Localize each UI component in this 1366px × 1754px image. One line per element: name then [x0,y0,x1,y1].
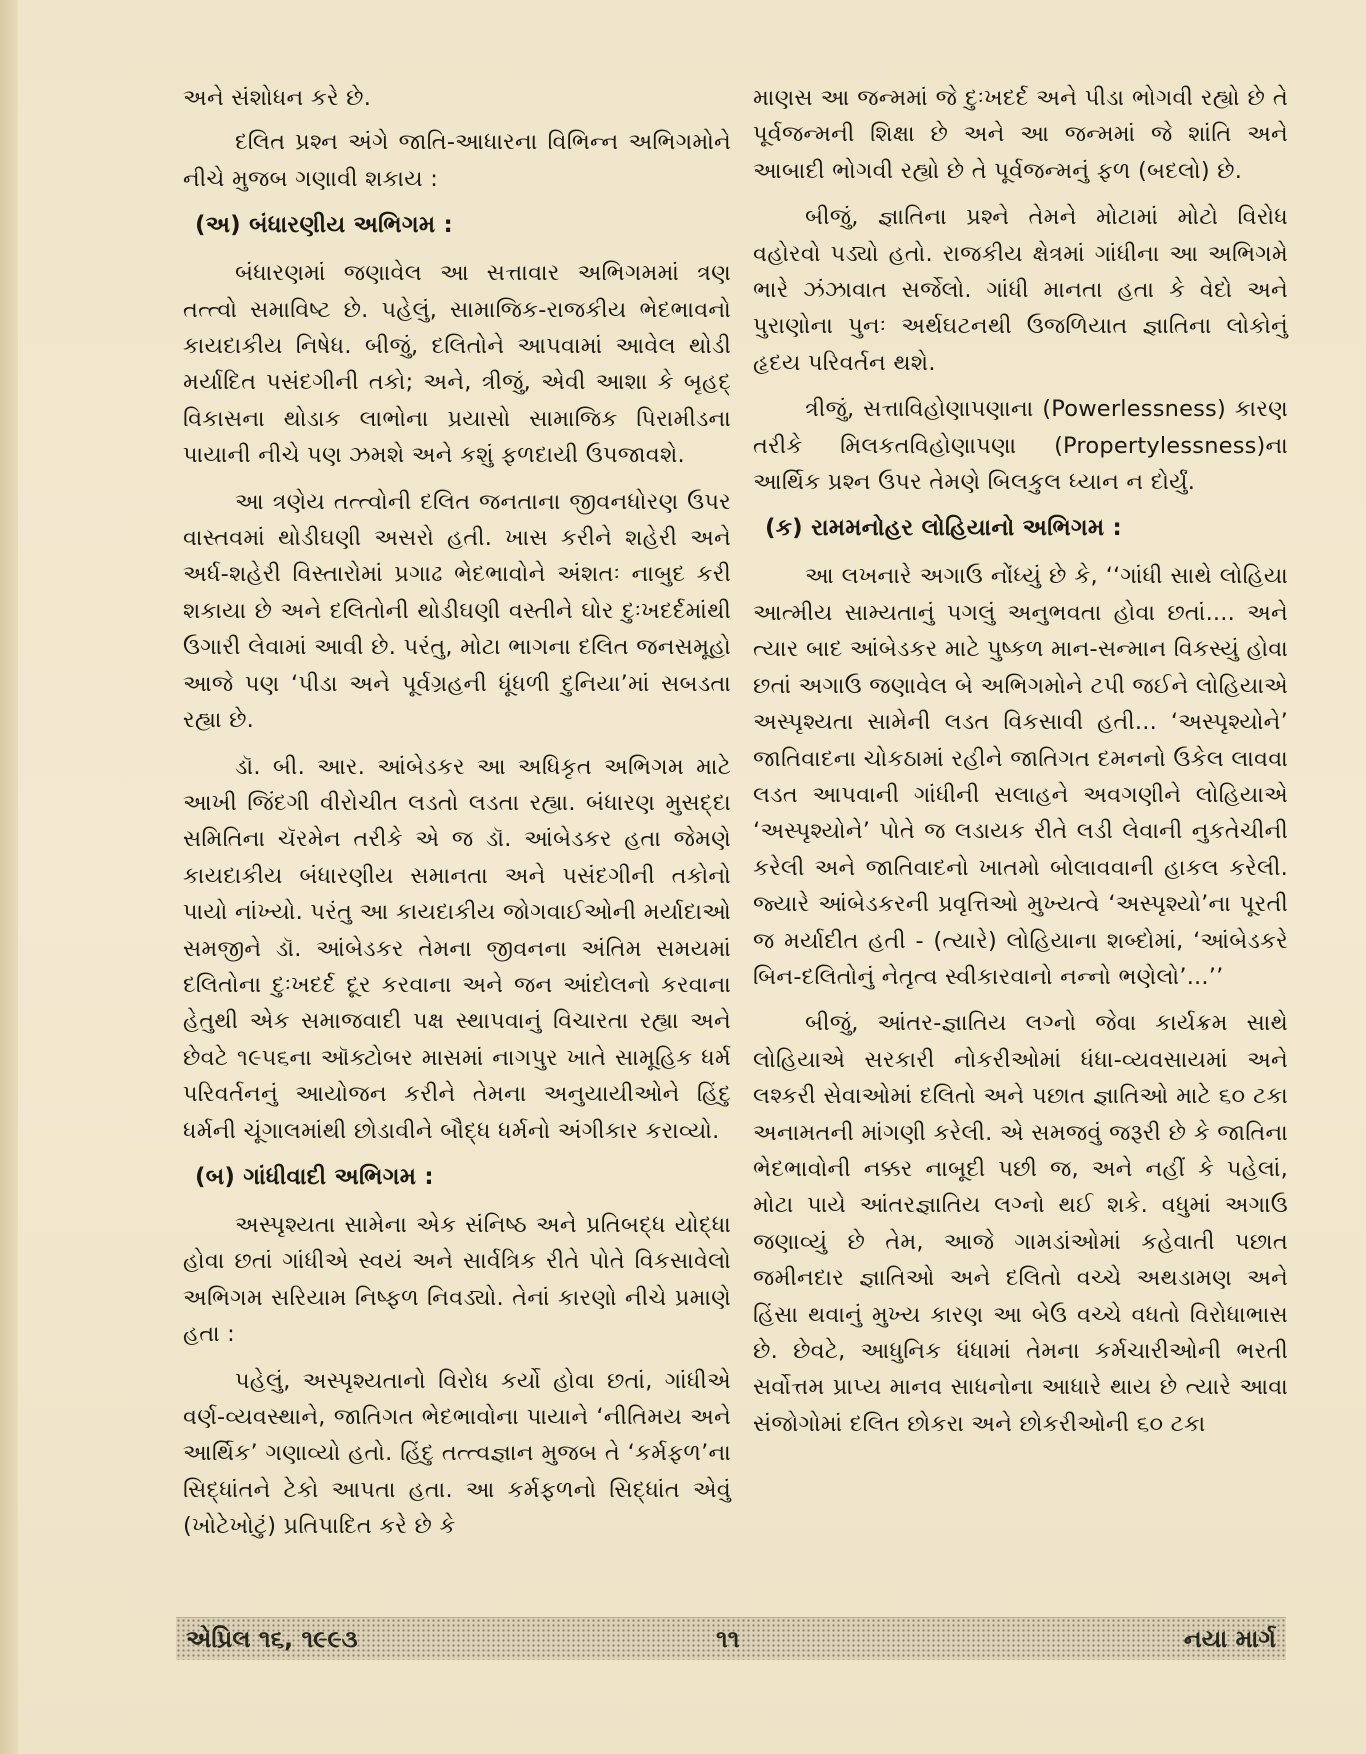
page-binding-edge [0,0,18,1754]
section-heading: (બ) ગાંધીવાદી અભિગમ : [195,1163,434,1190]
paragraph: દલિત પ્રશ્ન અંગે જાતિ-આધારના વિભિન્ન અભિગમોને નીચે મુજબ ગણાવી શકાય : [183,129,731,192]
left-column [183,80,731,1555]
paragraph: બીજું, આંતર-જ્ઞાતિય લગ્નો જેવા કાર્યક્રમ સાથે લોહિયાએ સરકારી નોકરીઓમાં ધંધા-વ્યવસાયમાં અને લશ્કરી સેવાઓમાં દલિતો અને પછાત જ્ઞાતિઓ માટે ૬૦ ટકા અનામતની માંગણી કરેલી. એ સમજવું જરૂરી છે કે જાતિના ભેદભાવોની નક્કર નાબૂદી પછી જ, અને નહીં કે પહેલાં, મોટા પાયે આંતરજ્ઞાતિય લગ્નો થઈ શકે. વધુમાં અગાઉ જણાવ્યું છે તેમ, આજે ગામડાંઓમાં કહેવાતી પછાત જમીનદાર જ્ઞાતિઓ અને દલિતો વચ્ચે અથડામણ અને હિંસા થવાનું મુખ્ય કારણ આ બેઉ વચ્ચે વધતો વિરોધાભાસ છે. છેવટે, આધુનિક ધંધામાં તેમના કર્મચારીઓની ભરતી સર્વોત્તમ પ્રાપ્ય માનવ સાધનોના આધારે થાય છે ત્યારે આવા સંજોગોમાં દલિત છોકરા અને છોકરીઓની ૬૦ ટકા [753,1010,1288,1437]
paragraph: બીજું, જ્ઞાતિના પ્રશ્ને તેમને મોટામાં મોટો વિરોધ વહોરવો પડ્યો હતો. રાજકીય ક્ષેત્રમાં ગાંધીના આ અભિગમે ભારે ઝંઝાવાત સર્જેલો. ગાંધી માનતા હતા કે વેદો અને પુરાણોના પુનઃ અર્થઘટનથી ઉજળિયાત જ્ઞાતિના લોકોનું હૃદય પરિવર્તન થશે. [753,204,1288,376]
section-heading: (ક) રામમનોહર લોહિયાનો અભિગમ : [765,515,1122,542]
page-footer [176,1617,1286,1660]
paragraph: આ લખનારે અગાઉ નોંધ્યું છે કે, ‘‘ગાંધી સાથે લોહિયા આત્મીય સામ્યતાનું પગલું અનુભવતા હોવા છતાં.... અને ત્યાર બાદ આંબેડકર માટે પુષ્કળ માન-સન્માન વિકસ્યું હોવા છતાં અગાઉ જણાવેલ બે અભિગમોને ટપી જઈને લોહિયાએ અસ્પૃશ્યતા સામેની લડત વિકસાવી હતી... ‘અસ્પૃશ્યોને’ જાતિવાદના ચોકઠામાં રહીને જાતિગત દમનનો ઉકેલ લાવવા લડત આપવાની ગાંધીની સલાહને અવગણીને લોહિયાએ ‘અસ્પૃશ્યોને’ પોતે જ લડાયક રીતે લડી લેવાની નુકતેચીની કરેલી અને જાતિવાદનો ખાતમો બોલાવવાની હાકલ કરેલી. જ્યારે આંબેડકરની પ્રવૃત્તિઓ મુખ્યત્વે ‘અસ્પૃશ્યો’ના પૂરતી જ મર્યાદીત હતી - (ત્યારે) લોહિયાના શબ્દોમાં, ‘આંબેડકરે બિન-દલિતોનું નેતૃત્વ સ્વીકારવાનો નન્નો ભણેલો’...’’ [753,563,1288,990]
paragraph: બંધારણમાં જણાવેલ આ સત્તાવાર અભિગમમાં ત્રણ તત્ત્વો સમાવિષ્ટ છે. પહેલું, સામાજિક-રાજકીય ભેદભાવનો કાયદાકીય નિષેધ. બીજું, દલિતોને આપવામાં આવેલ થોડી મર્યાદિત પસંદગીની તકો; અને, ત્રીજું, એવી આશા કે બૃહદ્ વિકાસના થોડાક લાભોના પ્રયાસો સામાજિક પિરામીડના પાયાની નીચે પણ ઝમશે અને કશું ફળદાયી ઉપજાવશે. [183,260,731,469]
paragraph: પહેલું, અસ્પૃશ્યતાનો વિરોધ કર્યો હોવા છતાં, ગાંધીએ વર્ણ-વ્યવસ્થાને, જાતિગત ભેદભાવોના પાયાને ‘નીતિમય અને આર્થિક’ ગણાવ્યો હતો. હિંદુ તત્ત્વજ્ઞાન મુજબ તે ‘કર્મફળ’ના સિદ્ધાંતને ટેકો આપતા હતા. આ કર્મફળનો સિદ્ધાંત એવું (ખોટેખોટું) પ્રતિપાદિત કરે છે કે [183,1367,731,1540]
paragraph: આ ત્રણેય તત્ત્વોની દલિત જનતાના જીવનધોરણ ઉપર વાસ્તવમાં થોડીઘણી અસરો હતી. ખાસ કરીને શહેરી અને અર્ધ-શહેરી વિસ્તારોમાં પ્રગાઢ ભેદભાવોને અંશતઃ નાબુદ કરી શકાયા છે અને દલિતોની થોડીઘણી વસ્તીને ઘોર દુઃખદર્દમાંથી ઉગારી લેવામાં આવી છે. પરંતુ, મોટા ભાગના દલિત જનસમૂહો આજે પણ ‘પીડા અને પૂર્વગ્રહની ધૂંધળી દુનિયા’માં સબડતા રહ્યા છે. [183,488,731,734]
paragraph: ત્રીજું, સત્તાવિહોણાપણાના (Powerlessness) કારણ તરીકે મિલકતવિહોણાપણા (Propertylessness)ના આર્થિક પ્રશ્ન ઉપર તેમણે બિલકુલ ધ્યાન ન દોર્યું. [753,396,1288,496]
issue-date: એપ્રિલ ૧૬, ૧૯૯૩ [186,1625,358,1653]
paragraph: માણસ આ જન્મમાં જે દુઃખદર્દ અને પીડા ભોગવી રહ્યો છે તે પૂર્વજન્મની શિક્ષા છે અને આ જન્મમાં જે શાંતિ અને આબાદી ભોગવી રહ્યો છે તે પૂર્વજન્મનું ફળ (બદલો) છે. [753,85,1288,184]
section-heading: (અ) બંધારણીય અભિગમ : [195,212,453,239]
right-column [753,80,1288,1452]
paragraph: અસ્પૃશ્યતા સામેના એક સંનિષ્ઠ અને પ્રતિબદ્ધ યોદ્ધા હોવા છતાં ગાંધીએ સ્વયં અને સાર્વત્રિક રીતે પોતે વિકસાવેલો અભિગમ સરિયામ નિષ્ફળ નિવડ્યો. તેનાં કારણો નીચે પ્રમાણે હતા : [183,1211,731,1348]
page-number: ૧૧ [716,1625,740,1653]
paragraph: અને સંશોધન કરે છે. [183,85,372,111]
paragraph: ડૉ. બી. આર. આંબેડકર આ અધિકૃત અભિગમ માટે આખી જિંદગી વીરોચીત લડતો લડતા રહ્યા. બંધારણ મુસદ્દા સમિતિના ચૅરમેન તરીકે એ જ ડૉ. આંબેડકર હતા જેમણે કાયદાકીય બંધારણીય સમાનતા અને પસંદગીની તકોનો પાયો નાંખ્યો. પરંતુ આ કાયદાકીય જોગવાઈઓની મર્યાદાઓ સમજીને ડૉ. આંબેડકર તેમના જીવનના અંતિમ સમયમાં દલિતોના દુઃખદર્દ દૂર કરવાના અને જન આંદોલનો કરવાના હેતુથી એક સમાજવાદી પક્ષ સ્થાપવાનું વિચારતા રહ્યા અને છેવટે ૧૯૫૬ના ઑક્ટોબર માસમાં નાગપુર ખાતે સામૂહિક ધર્મ પરિવર્તનનું આયોજન કરીને તેમના અનુયાયીઓને હિંદુ ધર્મની ચૂંગાલમાંથી છોડાવીને બૌદ્ધ ધર્મનો અંગીકાર કરાવ્યો. [183,753,731,1144]
magazine-name: નયા માર્ગ [1183,1625,1276,1653]
